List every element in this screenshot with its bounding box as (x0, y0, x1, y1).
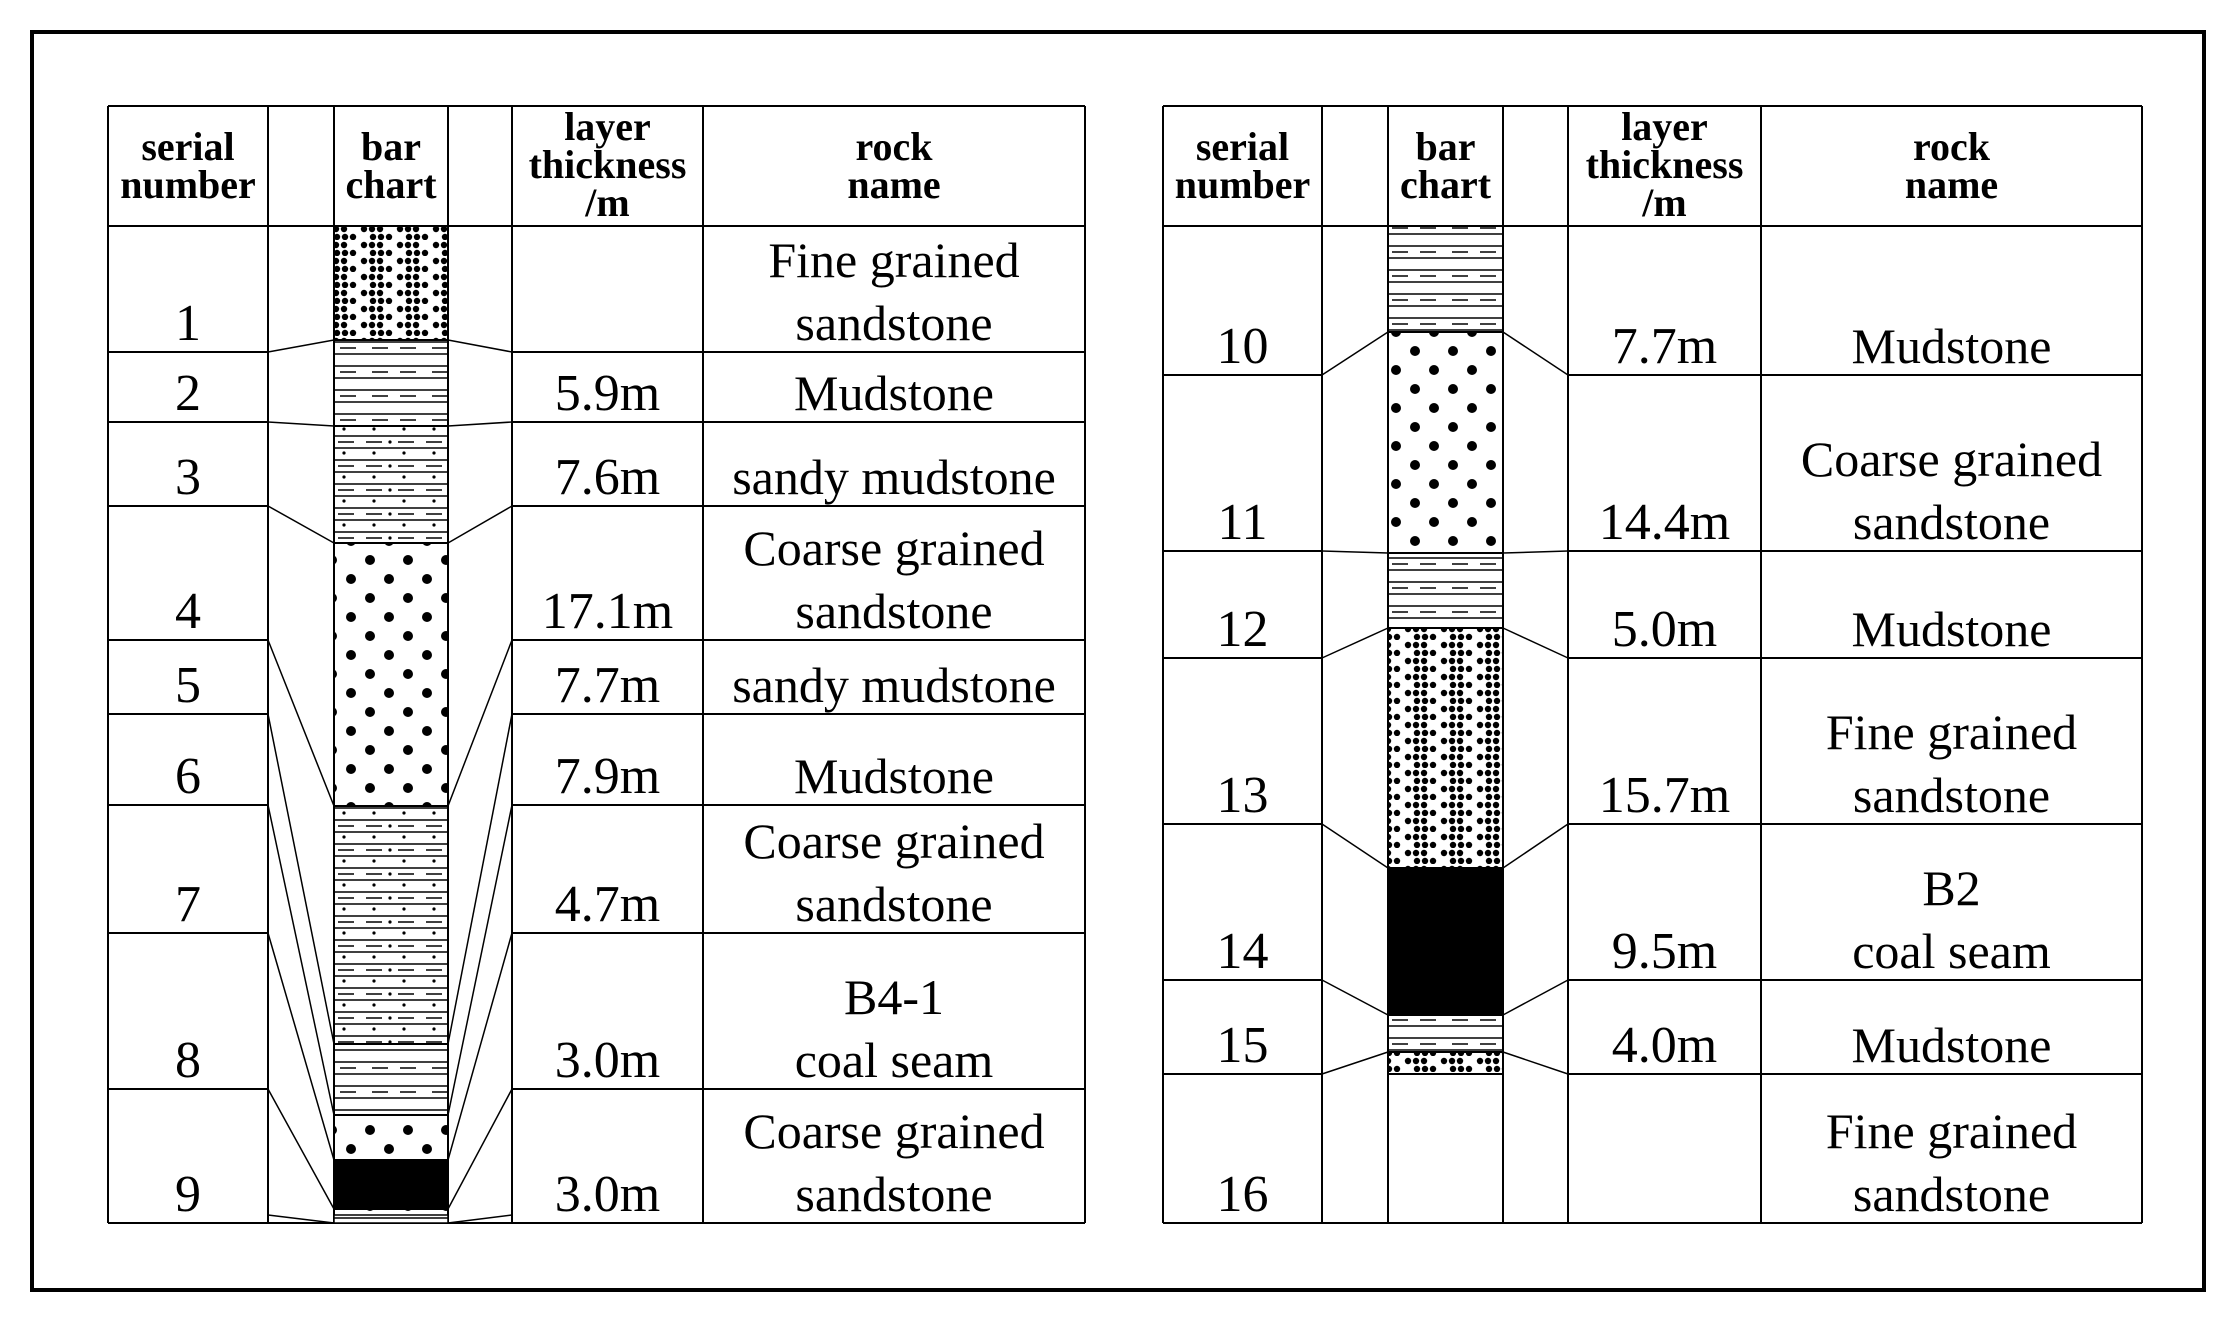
rock-name-line1: B4-1 (844, 969, 944, 1025)
connector-line (268, 1089, 334, 1209)
layer-coarse-sandstone-bar (1388, 332, 1503, 553)
layer-thickness: 7.9m (554, 748, 661, 805)
right-stratigraphic-table (1163, 104, 2142, 1223)
layer-thickness: 7.7m (1611, 318, 1718, 375)
rock-name-line2: sandstone (1852, 767, 2051, 823)
layer-thickness: 5.0m (1611, 601, 1718, 658)
header-rock-line2: name (1904, 162, 1999, 207)
connector-line (448, 422, 512, 426)
serial-number: 5 (175, 657, 201, 714)
layer-sandy-mudstone-bar (334, 806, 448, 1044)
connector-line (1322, 628, 1388, 658)
header-thickness-line2: thickness (1585, 142, 1744, 187)
connector-line (448, 340, 512, 352)
rock-name-line2: sandstone (795, 1166, 993, 1222)
rock-name-line1: Coarse grained (743, 1103, 1045, 1159)
rock-name: Mudstone (1851, 318, 2052, 374)
connector-line (448, 1089, 512, 1209)
rock-name-line1: Fine grained (1825, 1103, 2078, 1159)
layer-fine-sandstone-bar (1388, 1052, 1503, 1074)
rock-name: Mudstone (1851, 1017, 2052, 1073)
header-serial-line2: number (1174, 162, 1311, 207)
serial-number: 13 (1216, 767, 1269, 824)
connector-line (1322, 1052, 1388, 1074)
layer-thickness: 14.4m (1598, 494, 1731, 551)
header-bar-line2: chart (1399, 162, 1492, 207)
rock-name-line2: sandstone (795, 583, 993, 639)
rock-name-line1: Coarse grained (743, 520, 1045, 576)
connector-line (1503, 332, 1568, 375)
layer-mudstone-bar (1388, 553, 1503, 628)
header-thickness-line3: /m (1642, 180, 1687, 225)
serial-number: 1 (175, 295, 201, 352)
rock-name: Mudstone (794, 748, 994, 804)
connector-line (1503, 824, 1568, 868)
header-serial-line1: serial (141, 124, 235, 169)
header-thickness-line1: layer (564, 104, 651, 149)
header-rock-line1: rock (1912, 124, 1991, 169)
layer-coal-bar (334, 1160, 448, 1209)
layer-mudstone-bar (1388, 1015, 1503, 1052)
serial-number: 12 (1216, 601, 1269, 658)
rock-name-line2: sandstone (1852, 1166, 2051, 1222)
header-rock-line1: rock (855, 124, 933, 169)
rock-name: Mudstone (794, 365, 994, 421)
left-stratigraphic-table (108, 104, 1085, 1223)
serial-number: 9 (175, 1166, 201, 1223)
serial-number: 8 (175, 1032, 201, 1089)
serial-number: 16 (1216, 1166, 1269, 1223)
connector-line (448, 714, 512, 1044)
serial-number: 4 (175, 583, 201, 640)
connector-line (1503, 551, 1568, 553)
layer-mudstone-bar (334, 1215, 448, 1223)
layer-coal-bar (1388, 868, 1503, 1015)
layer-thickness: 15.7m (1598, 767, 1731, 824)
layer-thickness: 7.7m (554, 657, 661, 714)
header-bar-line1: bar (1415, 124, 1476, 169)
rock-name-line2: sandstone (795, 295, 993, 351)
connector-line (1322, 824, 1388, 868)
rock-name-line2: sandstone (1852, 494, 2051, 550)
rock-name: Mudstone (1851, 601, 2052, 657)
header-bar-line1: bar (361, 124, 421, 169)
header-thickness-line1: layer (1621, 104, 1708, 149)
connector-line (268, 933, 334, 1160)
connector-line (1503, 1052, 1568, 1074)
serial-number: 2 (175, 365, 201, 422)
layer-mudstone-bar (334, 340, 448, 426)
connector-line (448, 805, 512, 1115)
layer-fine-sandstone-bar (1388, 628, 1503, 868)
layer-mudstone-bar (1388, 226, 1503, 332)
layer-thickness: 4.7m (554, 876, 661, 933)
serial-number: 14 (1216, 923, 1269, 980)
serial-number: 11 (1217, 494, 1268, 551)
layer-mudstone-bar (334, 1044, 448, 1115)
rock-name-line2: coal seam (1852, 923, 2051, 979)
rock-name-line1: B2 (1922, 860, 1981, 916)
connector-line (448, 1215, 512, 1223)
connector-line (1322, 980, 1388, 1015)
connector-line (1322, 551, 1388, 553)
header-serial-line2: number (120, 162, 256, 207)
layer-thickness: 5.9m (554, 365, 661, 422)
layer-thickness: 3.0m (554, 1032, 661, 1089)
connector-line (1503, 980, 1568, 1015)
serial-number: 6 (175, 748, 201, 805)
header-serial-line1: serial (1195, 124, 1290, 169)
layer-coarse-sandstone-bar (334, 1115, 448, 1160)
rock-name-line1: Fine grained (768, 232, 1020, 288)
rock-name-line2: sandstone (795, 876, 993, 932)
connector-line (1503, 628, 1568, 658)
connector-line (268, 340, 334, 352)
layer-sandy-mudstone-bar (334, 426, 448, 543)
serial-number: 7 (175, 876, 201, 933)
layer-thickness: 17.1m (541, 583, 674, 640)
serial-number: 10 (1216, 318, 1269, 375)
rock-name-line1: Coarse grained (1800, 431, 2103, 487)
connector-line (1322, 332, 1388, 375)
layer-coarse-sandstone-bar (334, 543, 448, 806)
connector-line (448, 640, 512, 806)
layer-thickness: 9.5m (1611, 923, 1718, 980)
header-bar-line2: chart (345, 162, 437, 207)
bar-chart-column (334, 226, 448, 1223)
bar-chart-column (1388, 226, 1503, 1074)
rock-name: sandy mudstone (732, 657, 1056, 713)
connector-line (268, 506, 334, 543)
serial-number: 15 (1216, 1017, 1269, 1074)
rock-name-line1: Coarse grained (743, 813, 1045, 869)
connector-line (268, 714, 334, 1044)
connector-line (448, 506, 512, 543)
connector-line (268, 1215, 334, 1223)
serial-number: 3 (175, 449, 201, 506)
header-thickness-line3: /m (585, 180, 630, 225)
connector-line (268, 640, 334, 806)
layer-fine-sandstone-bar (334, 226, 448, 340)
connector-line (268, 422, 334, 426)
connector-line (268, 805, 334, 1115)
connector-line (448, 933, 512, 1160)
layer-thickness: 4.0m (1611, 1017, 1718, 1074)
layer-thickness: 3.0m (554, 1166, 661, 1223)
rock-name-line1: Fine grained (1825, 704, 2078, 760)
layer-thickness: 7.6m (554, 449, 661, 506)
header-thickness-line2: thickness (528, 142, 687, 187)
header-rock-line2: name (847, 162, 941, 207)
rock-name-line2: coal seam (794, 1032, 994, 1088)
rock-name: sandy mudstone (732, 449, 1056, 505)
